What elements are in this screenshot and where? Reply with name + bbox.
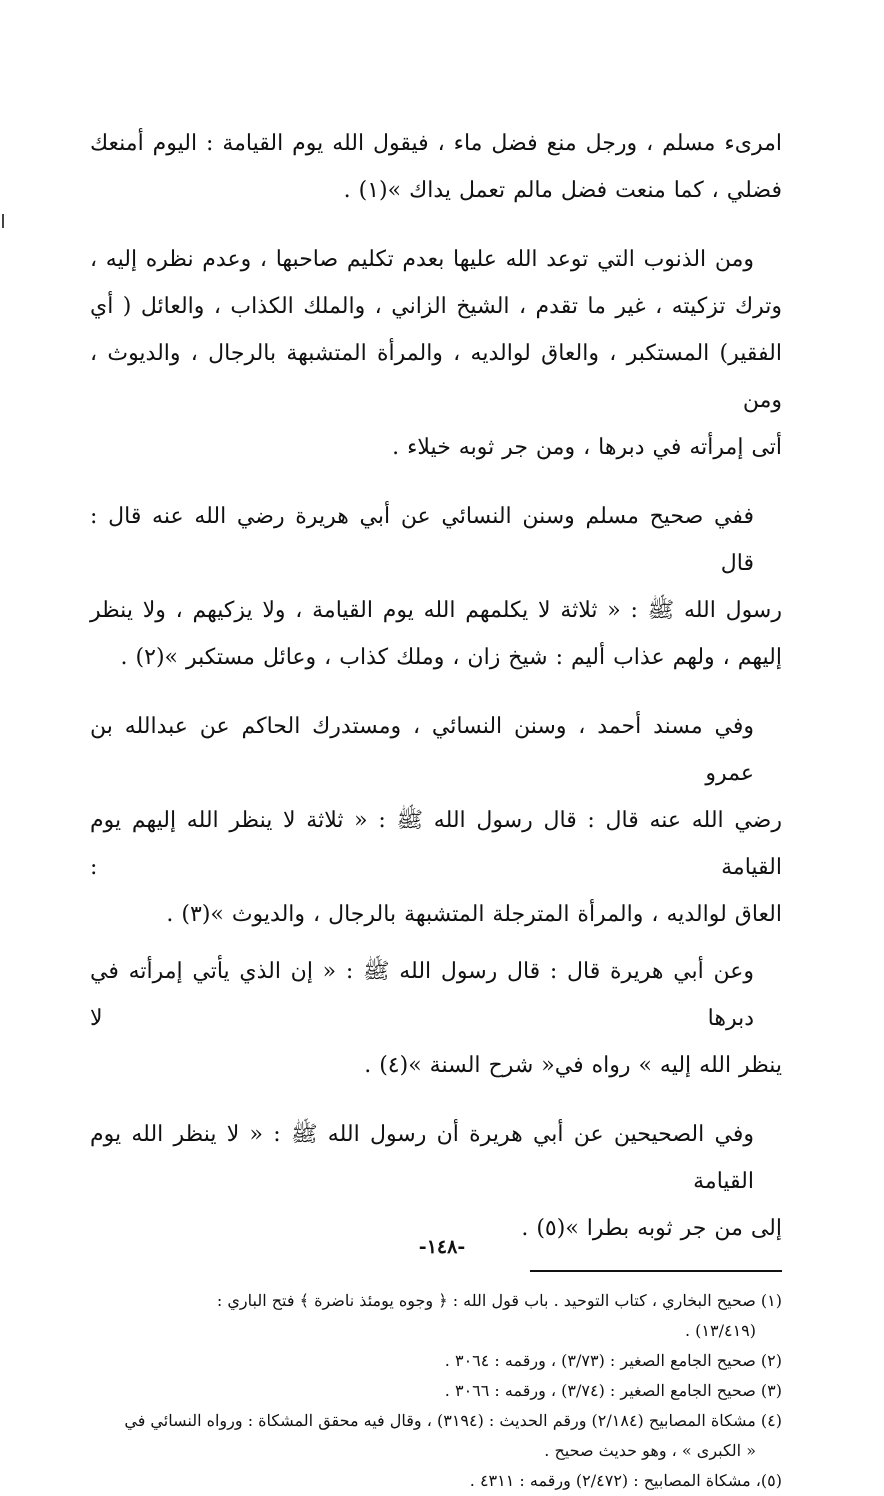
footnote-1: (١) صحيح البخاري ، كتاب التوحيد . باب قول الله : ﴿ وجوه يومئذ ناضرة ﴾ فتح الباري : [216,1291,782,1310]
paragraph-1 [90,120,782,214]
paragraph-3 [90,493,782,681]
paragraph-6 [90,1111,782,1252]
footnote-4-continuation: « الكبرى » ، وهو حديث صحيح . [544,1441,756,1460]
footnote-1-continuation: (١٣/٤١٩) . [684,1321,756,1340]
footnote-3: (٣) صحيح الجامع الصغير : (٣/٧٤) ، ورقمه : ٣٠٦٦ . [444,1381,782,1400]
book-page [90,120,782,1490]
text-line: ينظر الله إليه » رواه في« شرح السنة »(٤) . [364,1053,782,1078]
paragraph-5 [90,948,782,1089]
text-line: وفي الصحيحين عن أبي هريرة أن رسول الله ﷺ : « لا ينظر الله يوم القيامة [90,1122,754,1194]
text-line: أتى إمرأته في دبرها ، ومن جر ثوبه خيلاء . [392,435,782,460]
text-line: العاق لوالديه ، والمرأة المترجلة المتشبهة بالرجال ، والديوث »(٣) . [166,902,782,927]
text-line: وترك تزكيته ، غير ما تقدم ، الشيخ الزاني ، والملك الكذاب ، والعائل ( أي [90,294,782,319]
text-line: فضلي ، كما منعت فضل مالم تعمل يداك »(١) . [343,178,782,203]
text-line: الفقير) المستكبر ، والعاق لوالديه ، والمرأة المتشبهة بالرجال ، والديوث ، ومن [90,341,782,413]
text-line: إلى من جر ثوبه بطرا »(٥) . [521,1216,782,1241]
footnote-2: (٢) صحيح الجامع الصغير : (٣/٧٣) ، ورقمه : ٣٠٦٤ . [444,1351,782,1370]
text-line: وعن أبي هريرة قال : قال رسول الله ﷺ : « إن الذي يأتي إمرأته في دبرها لا [90,959,754,1031]
footnotes [90,1286,782,1496]
paragraph-4 [90,703,782,938]
page-number: -١٤٨- [418,1236,466,1258]
footnote-4: (٤) مشكاة المصابيح (٢/١٨٤) ورقم الحديث : (٣١٩٤) ، وقال فيه محقق المشكاة : ورواه النسائي في [124,1411,782,1430]
text-line: رضي الله عنه قال : قال رسول الله ﷺ : « ثلاثة لا ينظر الله إليهم يوم القيامة : [90,808,782,880]
text-line: رسول الله ﷺ : « ثلاثة لا يكلمهم الله يوم القيامة ، ولا يزكيهم ، ولا ينظر [90,598,782,623]
footnote-separator [530,1270,782,1272]
text-line: وفي مسند أحمد ، وسنن النسائي ، ومستدرك الحاكم عن عبدالله بن عمرو [90,714,754,786]
text-line: إليهم ، ولهم عذاب أليم : شيخ زان ، وملك كذاب ، وعائل مستكبر »(٢) . [120,645,782,670]
paragraph-2 [90,236,782,471]
text-line: امرىء مسلم ، ورجل منع فضل ماء ، فيقول الله يوم القيامة : اليوم أمنعك [90,131,782,156]
text-line: ومن الذنوب التي توعد الله عليها بعدم تكليم صاحبها ، وعدم نظره إليه ، [90,247,754,272]
scan-edge-mark [2,214,4,228]
text-line: ففي صحيح مسلم وسنن النسائي عن أبي هريرة رضي الله عنه قال : قال [90,504,754,576]
footnote-5: (٥)، مشكاة المصابيح : (٢/٤٧٢) ورقمه : ٤٣١١ . [469,1471,782,1490]
